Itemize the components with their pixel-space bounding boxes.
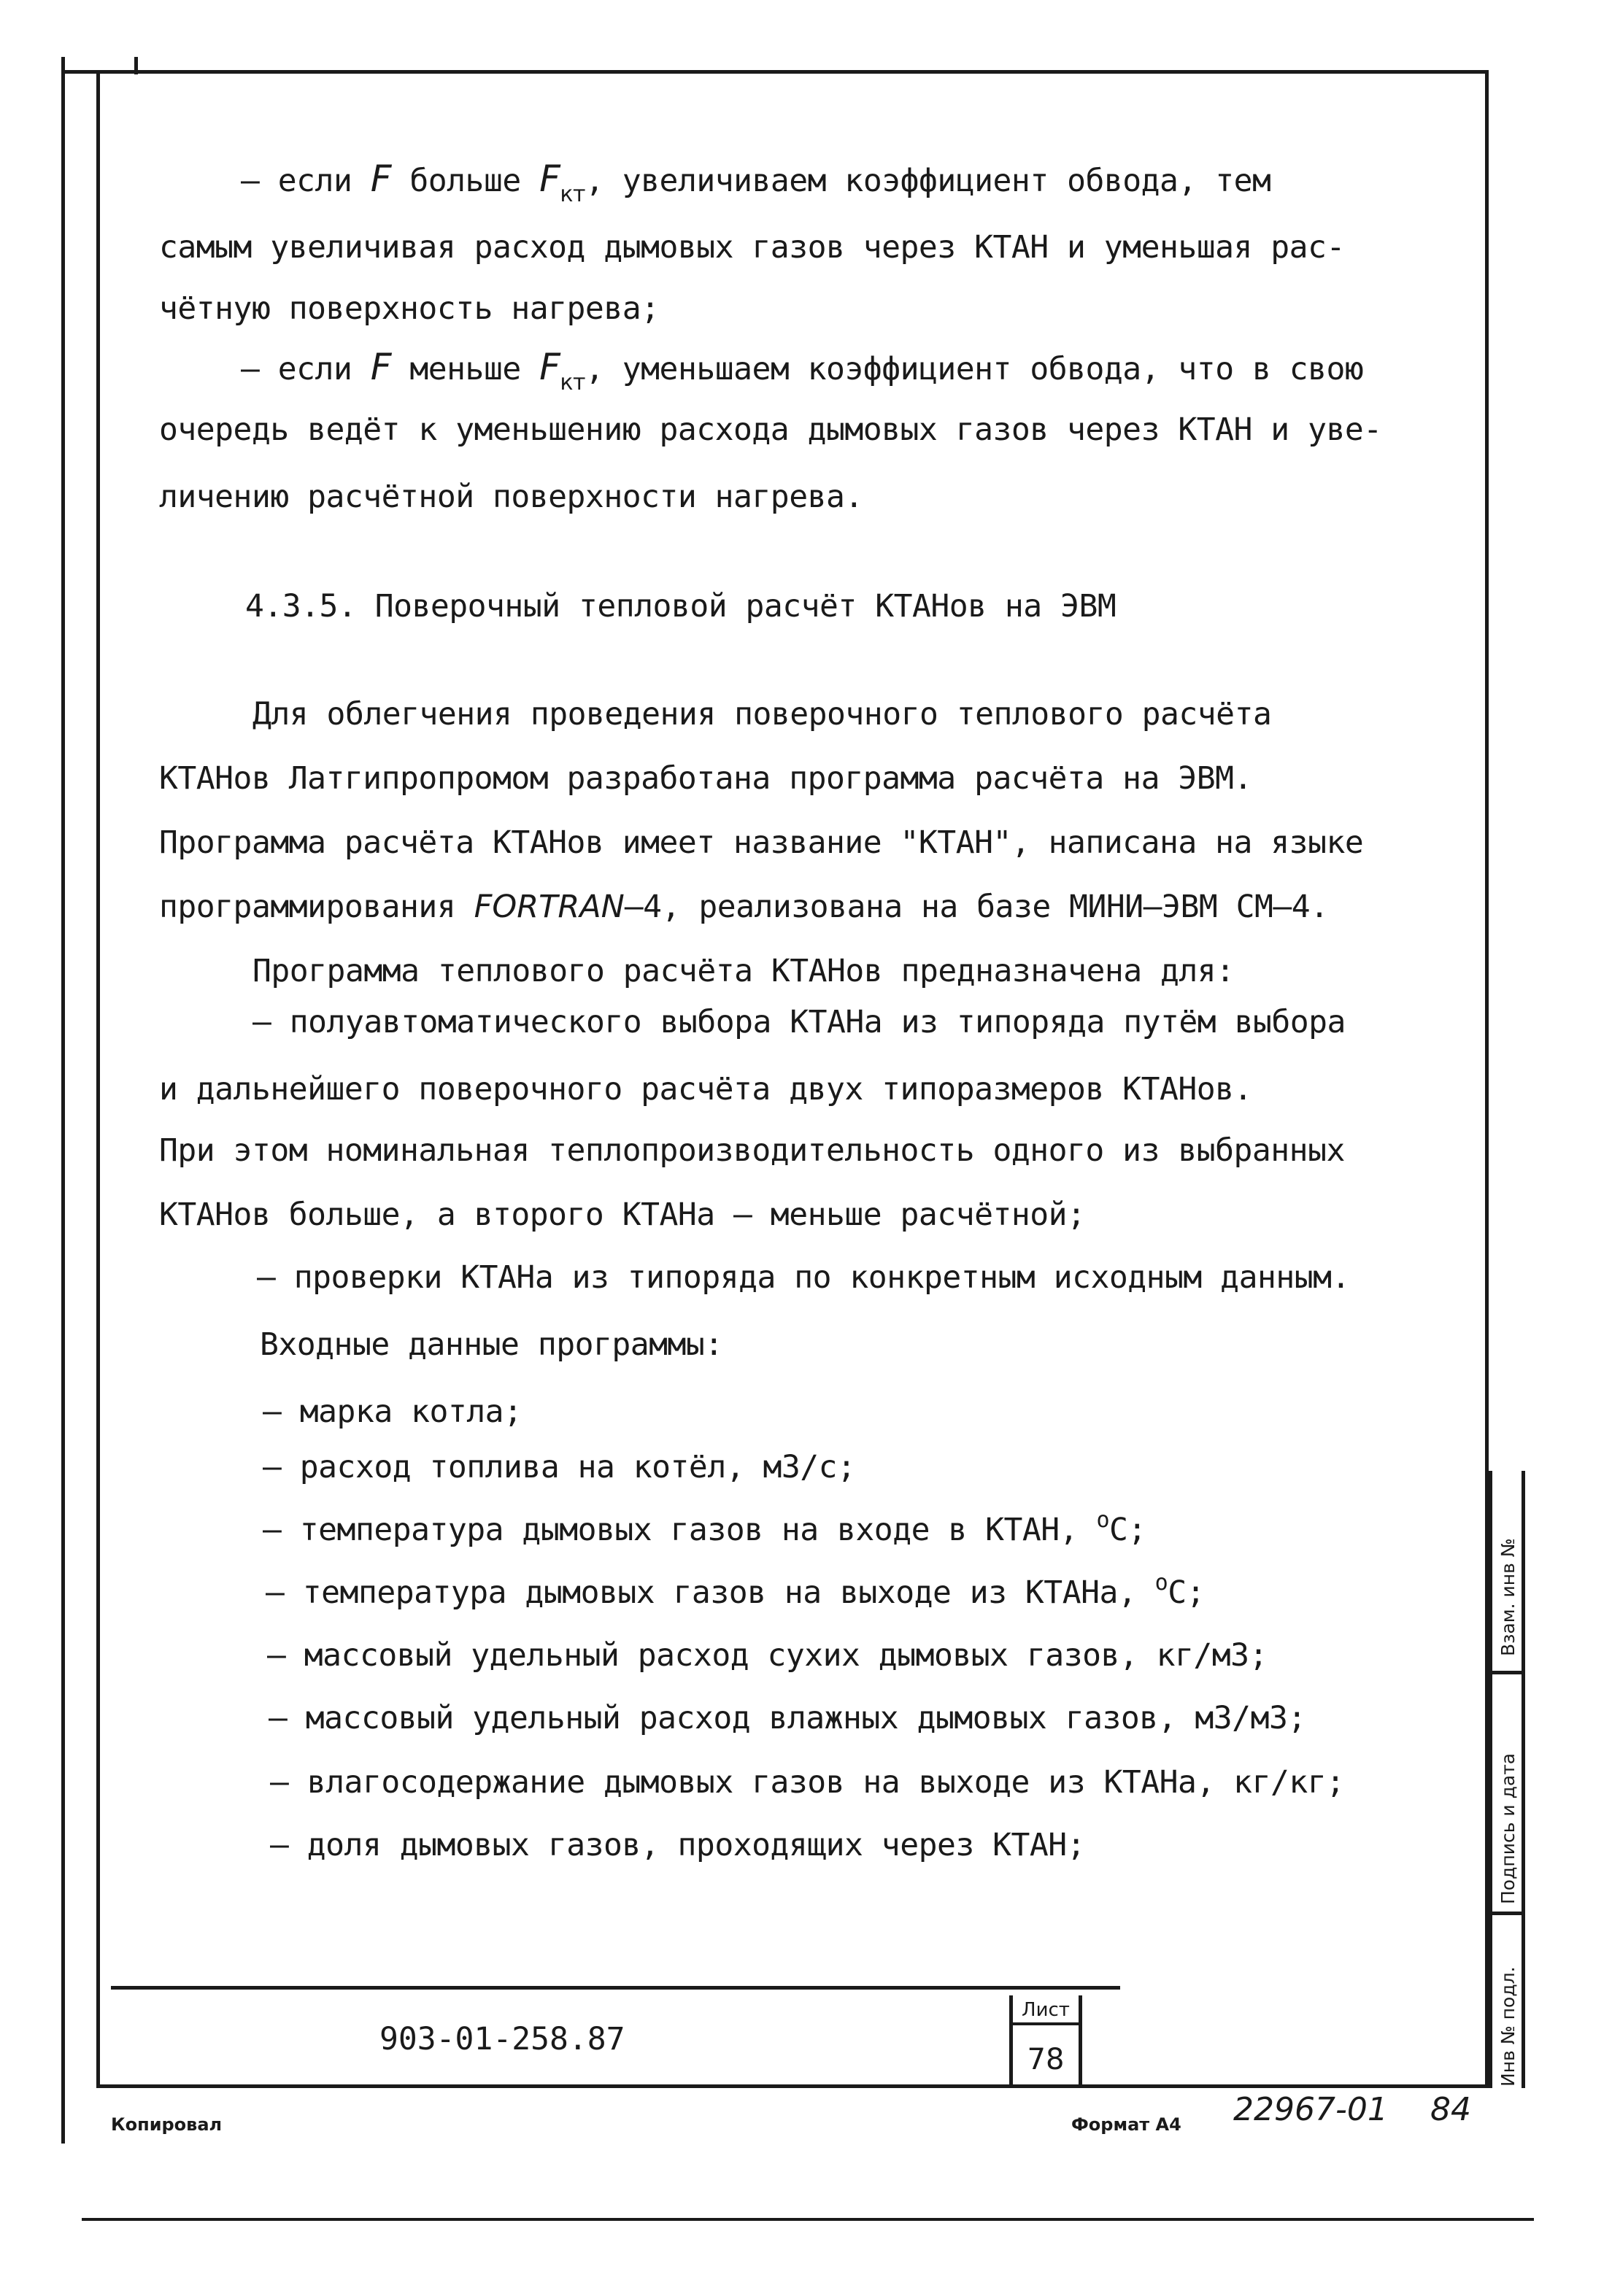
p3-line-4 [159,889,1329,925]
copied-by-label: Копировал [111,2114,223,2135]
var-f-kt: F [539,158,560,200]
sheet-divider [1009,2022,1082,2025]
p4-line-2: – полуавтоматического выбора КТАНа из типоряда путём выбора [252,1004,1346,1040]
list-item: – расход топлива на котёл, м3/с; [263,1449,856,1485]
format-label: Формат А4 [1071,2114,1181,2135]
sheet-label: Лист [1022,1999,1070,2021]
p2-line-3: личению расчётной поверхности нагрева. [159,479,863,515]
handwritten-code: 22967-01 [1233,2091,1388,2128]
p2-line-2: очередь ведёт к уменьшению расхода дымовых газов через КТАН и уве- [159,411,1382,448]
p2-text-mid: меньше [409,351,521,387]
p2-text-b: , уменьшаем коэффициент обвода, что в свою [585,351,1364,387]
p4-line-5: КТАНов больше, а второго КТАНа – меньше расчётной; [159,1197,1086,1233]
p1-line-3: чётную поверхность нагрева; [159,290,660,327]
p1-text-mid: больше [409,163,521,199]
list-item [263,1507,1146,1548]
p3-line-3: Программа расчёта КТАНов имеет название "КТАН", написана на языке [159,824,1364,861]
list-item: – марка котла; [263,1394,522,1430]
list-item: – влагосодержание дымовых газов на выходе из КТАНа, кг/кг; [270,1764,1345,1801]
p1-line-1 [241,158,1271,207]
p2-line-1 [241,346,1364,395]
document-number: 903-01-258.87 [379,2021,625,2057]
section-heading: 4.3.5. Поверочный тепловой расчёт КТАНов на ЭВМ [245,588,1117,625]
side-stamp-divider [1489,1671,1525,1674]
degree-sign: о [1154,1570,1168,1596]
p3-line-2: КТАНов Латгипропромом разработана программа расчёта на ЭВМ. [159,760,1252,797]
signature-date-label: Подпись и дата [1497,1752,1519,1904]
celsius-unit: С; [1109,1512,1146,1548]
degree-sign: о [1096,1507,1110,1533]
p3-line-1: Для облегчения проведения поверочного теплового расчёта [252,696,1272,733]
var-f: F [370,346,391,388]
p4-line-6: – проверки КТАНа из типоряда по конкретным исходным данным. [257,1259,1350,1296]
p3-text-a: программирования [159,889,456,925]
p1-text-b: , увеличиваем коэффициент обвода, тем [585,163,1271,199]
p1-line-2: самым увеличивая расход дымовых газов через КТАН и уменьшая рас- [159,229,1345,266]
list-item-text: – температура дымовых газов на выходе из КТАНа, [266,1574,1137,1611]
subscript-kt: кт [560,370,585,395]
list-item [266,1570,1205,1611]
binding-margin-line [61,57,65,2144]
subscript-kt: кт [560,182,585,207]
list-item: – массовый удельный расход влажных дымовых газов, м3/м3; [269,1700,1306,1736]
handwritten-page-number: 84 [1430,2091,1471,2128]
var-f-kt: F [539,346,560,388]
list-item: – массовый удельный расход сухих дымовых газов, кг/м3; [267,1637,1268,1674]
p2-text-a: – если [241,351,352,387]
p4-line-3: и дальнейшего поверочного расчёта двух типоразмеров КТАНов. [159,1071,1252,1108]
p4-line-1: Программа теплового расчёта КТАНов предназначена для: [252,953,1235,989]
celsius-unit: С; [1168,1574,1205,1611]
side-stamp-divider [1489,1912,1525,1915]
list-item: – доля дымовых газов, проходящих через КТАН; [270,1827,1086,1863]
list-item-text: – температура дымовых газов на входе в КТАН, [263,1512,1079,1548]
replacement-inv-label: Взам. инв № [1497,1538,1519,1656]
p1-text-a: – если [241,163,352,199]
page-bottom-line [82,2218,1534,2221]
inv-no-original-label: Инв № подл. [1497,1966,1519,2087]
input-data-title: Входные данные программы: [260,1326,723,1363]
var-f: F [370,158,391,200]
sheet-number: 78 [1027,2043,1065,2076]
language-name: FORTRAN [474,889,625,925]
p4-line-4: При этом номинальная теплопроизводительность одного из выбранных [159,1132,1345,1169]
p3-text-b: –4, реализована на базе МИНИ–ЭВМ СМ–4. [624,889,1329,925]
